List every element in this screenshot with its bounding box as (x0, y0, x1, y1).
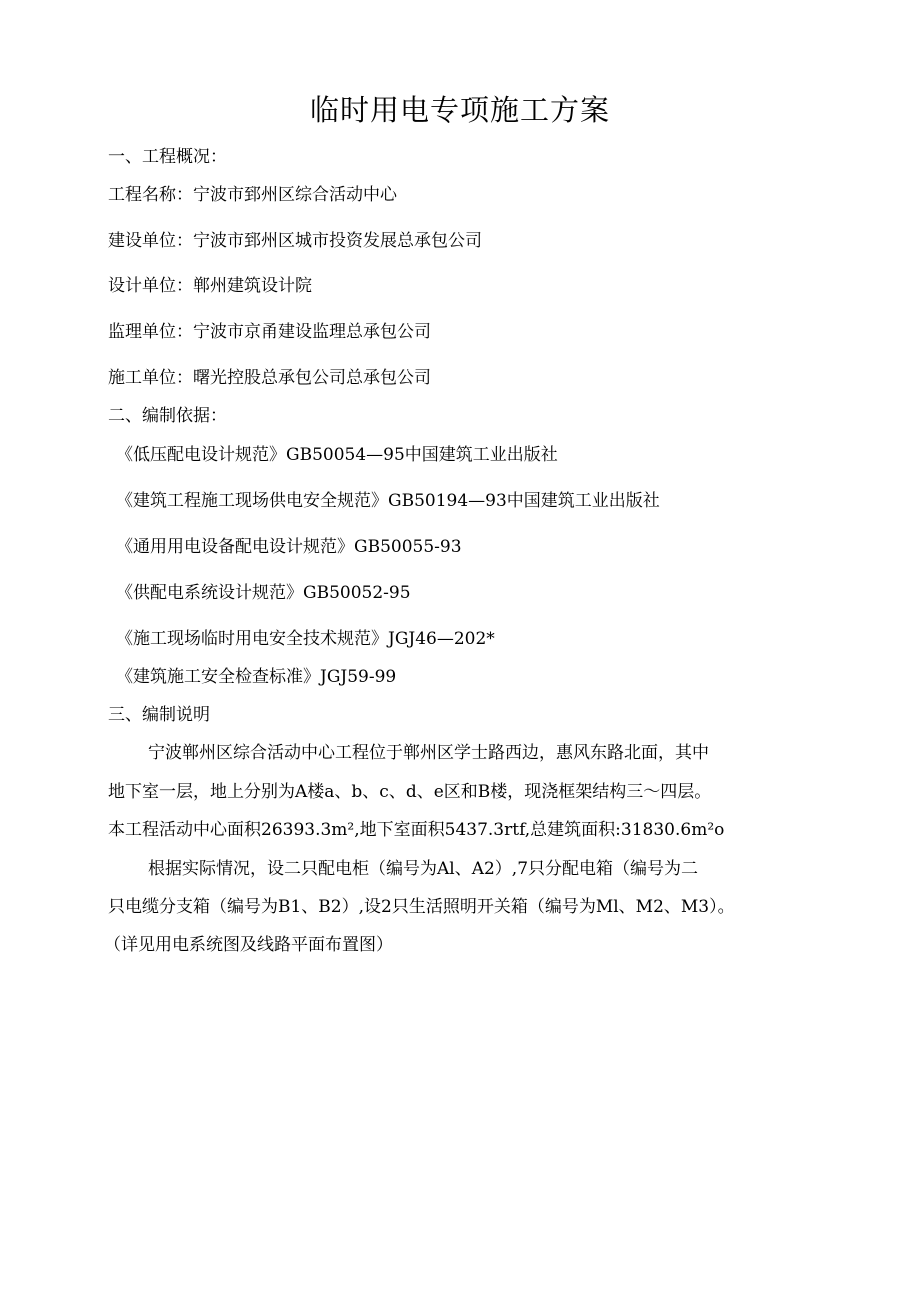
reference-item: 《低压配电设计规范》GB50054—95中国建筑工业出版社 (116, 445, 558, 465)
paragraph-line: 本工程活动中心面积26393.3m²,地下室面积5437.3rtf,总建筑面积:31830.6m²o (108, 820, 725, 840)
paragraph-line: 宁波郸州区综合活动中心工程位于郸州区学士路西边，惠风东路北面，其中 (148, 743, 709, 763)
construction-unit: 建设单位：宁波市郅州区城市投资发展总承包公司 (108, 231, 482, 251)
reference-item: 《通用用电设备配电设计规范》GB50055-93 (116, 537, 462, 557)
supervision-unit: 监理单位：宁波市京甬建设监理总承包公司 (108, 322, 431, 342)
reference-item: 《施工现场临时用电安全技术规范》JGJ46—202* (116, 629, 495, 649)
paragraph-line: 根据实际情况，设二只配电柜（编号为Al、A2）,7只分配电箱（编号为二 (148, 859, 699, 879)
reference-item: 《供配电系统设计规范》GB50052-95 (116, 583, 411, 603)
section-2-heading: 二、编制依据： (108, 406, 227, 426)
reference-item: 《建筑施工安全检查标准》JGJ59-99 (116, 667, 397, 687)
paragraph-line: （详见用电系统图及线路平面布置图） (104, 935, 393, 955)
paragraph-line: 只电缆分支箱（编号为B1、B2）,设2只生活照明开关箱（编号为Ml、M2、M3）。 (108, 897, 735, 917)
section-1-heading: 一、工程概况： (108, 147, 227, 167)
document-title: 临时用电专项施工方案 (309, 93, 610, 127)
project-name: 工程名称：宁波市郅州区综合活动中心 (108, 185, 397, 205)
contractor-unit: 施工单位：曙光控股总承包公司总承包公司 (108, 368, 431, 388)
design-unit: 设计单位：郸州建筑设计院 (108, 276, 312, 296)
paragraph-line: 地下室一层，地上分别为A楼a、b、c、d、e区和B楼，现浇框架结构三～四层。 (108, 782, 712, 802)
section-3-heading: 三、编制说明 (108, 705, 210, 725)
reference-item: 《建筑工程施工现场供电安全规范》GB50194—93中国建筑工业出版社 (116, 491, 660, 511)
